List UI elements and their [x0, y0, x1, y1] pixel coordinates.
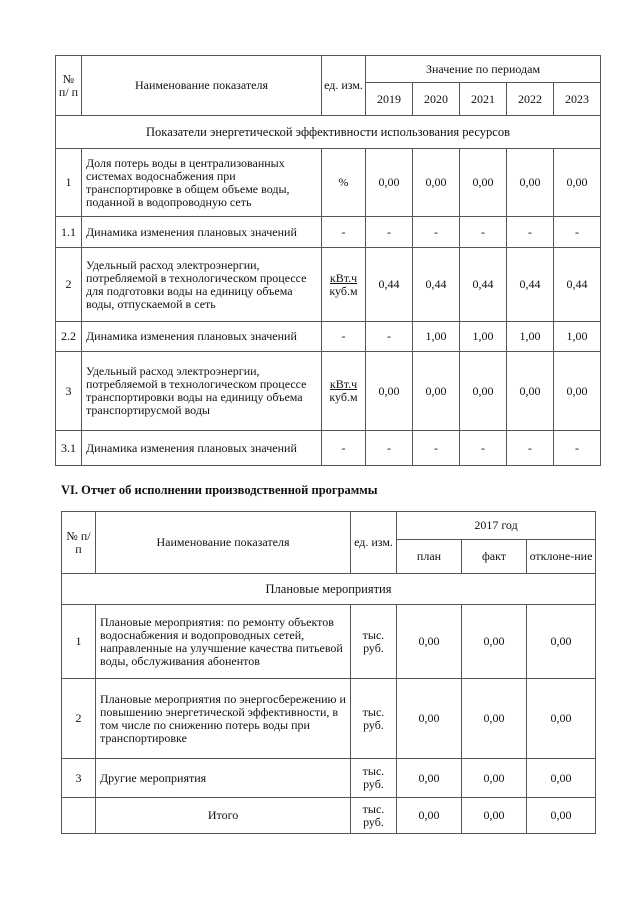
row-value: 0,00 [397, 605, 462, 679]
col-header-year: 2021 [460, 83, 507, 116]
row-unit: тыс. руб. [351, 679, 397, 759]
col-header-unit: ед. изм. [322, 56, 366, 116]
row-name: Доля потерь воды в централизованных системах водоснабжения при транспортировке в общем объеме воды, поданной в водопроводную сеть [82, 149, 322, 217]
table-row [56, 322, 601, 352]
col-header-periods: Значение по периодам [366, 56, 601, 83]
row-value: 0,00 [366, 352, 413, 431]
row-value: 0,00 [554, 352, 601, 431]
row-num: 3.1 [56, 431, 82, 466]
row-name: Плановые мероприятия по энергосбережению и повышению энергетической эффективности, в том числе по снижению потерь воды при транспортировке [96, 679, 351, 759]
row-num: 3 [56, 352, 82, 431]
col-header-plan: план [397, 540, 462, 574]
row-value: 0,00 [413, 149, 460, 217]
col-header-year: 2022 [507, 83, 554, 116]
table-row [56, 248, 601, 322]
row-value: 0,00 [507, 352, 554, 431]
table-row-total [62, 798, 596, 834]
row-value: - [507, 431, 554, 466]
row-value: - [413, 431, 460, 466]
row-value: 0,00 [462, 605, 527, 679]
row-unit: - [322, 431, 366, 466]
col-header-num: № п/ п [56, 56, 82, 116]
row-name: Удельный расход электроэнергии, потребляемой в технологическом процессе для подготовки воды на единицу объема воды, отпускаемой в сеть [82, 248, 322, 322]
row-value: 0,00 [527, 679, 596, 759]
row-value: - [413, 217, 460, 248]
section-row: Плановые мероприятия [62, 574, 596, 605]
row-value: - [554, 217, 601, 248]
row-value: - [366, 431, 413, 466]
row-value: 0,00 [460, 149, 507, 217]
table-row [62, 759, 596, 798]
col-header-deviation: отклоне-ние [527, 540, 596, 574]
row-name: Другие мероприятия [96, 759, 351, 798]
col-header-year: 2020 [413, 83, 460, 116]
table-row [62, 679, 596, 759]
row-value: 1,00 [413, 322, 460, 352]
row-value: 1,00 [507, 322, 554, 352]
col-header-year: 2023 [554, 83, 601, 116]
row-num: 1 [56, 149, 82, 217]
row-unit: тыс. руб. [351, 605, 397, 679]
row-value: 0,00 [413, 352, 460, 431]
row-unit: тыс. руб. [351, 759, 397, 798]
row-value: - [554, 431, 601, 466]
row-num: 2 [56, 248, 82, 322]
row-value: 0,00 [527, 605, 596, 679]
col-header-year: 2017 год [397, 512, 596, 540]
col-header-year: 2019 [366, 83, 413, 116]
table-row [56, 431, 601, 466]
row-unit: - [322, 217, 366, 248]
section-row: Показатели энергетической эффективности использования ресурсов [56, 116, 601, 149]
table-row [56, 149, 601, 217]
row-unit: кВт.ч куб.м [322, 352, 366, 431]
row-name: Удельный расход электроэнергии, потребляемой в технологическом процессе транспортировки воды на единицу объема транспортирусмой воды [82, 352, 322, 431]
row-value: 0,00 [462, 798, 527, 834]
row-value: 0,00 [554, 149, 601, 217]
row-value: 0,00 [397, 798, 462, 834]
row-name: Динамика изменения плановых значений [82, 431, 322, 466]
table-row [56, 217, 601, 248]
row-unit: тыс. руб. [351, 798, 397, 834]
row-value: 0,00 [397, 679, 462, 759]
row-unit: - [322, 322, 366, 352]
row-value: - [460, 217, 507, 248]
row-name: Итого [96, 798, 351, 834]
row-name: Динамика изменения плановых значений [82, 322, 322, 352]
row-value: 0,00 [462, 759, 527, 798]
row-value: 0,00 [527, 759, 596, 798]
row-value: 0,00 [397, 759, 462, 798]
row-num: 3 [62, 759, 96, 798]
row-name: Динамика изменения плановых значений [82, 217, 322, 248]
row-num [62, 798, 96, 834]
row-unit: % [322, 149, 366, 217]
row-value: 0,00 [462, 679, 527, 759]
section-heading: VI. Отчет об исполнении производственной программы [61, 483, 378, 497]
row-value: 0,00 [507, 149, 554, 217]
table-row [62, 605, 596, 679]
table-row [56, 352, 601, 431]
row-value: 0,44 [366, 248, 413, 322]
row-num: 2.2 [56, 322, 82, 352]
energy-efficiency-table [55, 55, 601, 466]
col-header-fact: факт [462, 540, 527, 574]
row-value: 0,44 [554, 248, 601, 322]
row-value: - [366, 217, 413, 248]
row-value: 0,44 [460, 248, 507, 322]
production-program-table [61, 511, 596, 834]
row-num: 2 [62, 679, 96, 759]
row-value: 0,44 [413, 248, 460, 322]
row-num: 1.1 [56, 217, 82, 248]
row-value: - [460, 431, 507, 466]
col-header-unit: ед. изм. [351, 512, 397, 574]
row-name: Плановые мероприятия: по ремонту объектов водоснабжения и водопроводных сетей, направленные на улучшение качества питьевой воды, обслуживания абонентов [96, 605, 351, 679]
col-header-name: Наименование показателя [96, 512, 351, 574]
row-value: 0,00 [366, 149, 413, 217]
row-unit: кВт.ч куб.м [322, 248, 366, 322]
row-value: 1,00 [554, 322, 601, 352]
row-value: 0,00 [460, 352, 507, 431]
row-value: - [507, 217, 554, 248]
col-header-name: Наименование показателя [82, 56, 322, 116]
col-header-num: № п/п [62, 512, 96, 574]
row-value: 0,44 [507, 248, 554, 322]
row-value: 1,00 [460, 322, 507, 352]
row-value: 0,00 [527, 798, 596, 834]
row-num: 1 [62, 605, 96, 679]
row-value: - [366, 322, 413, 352]
